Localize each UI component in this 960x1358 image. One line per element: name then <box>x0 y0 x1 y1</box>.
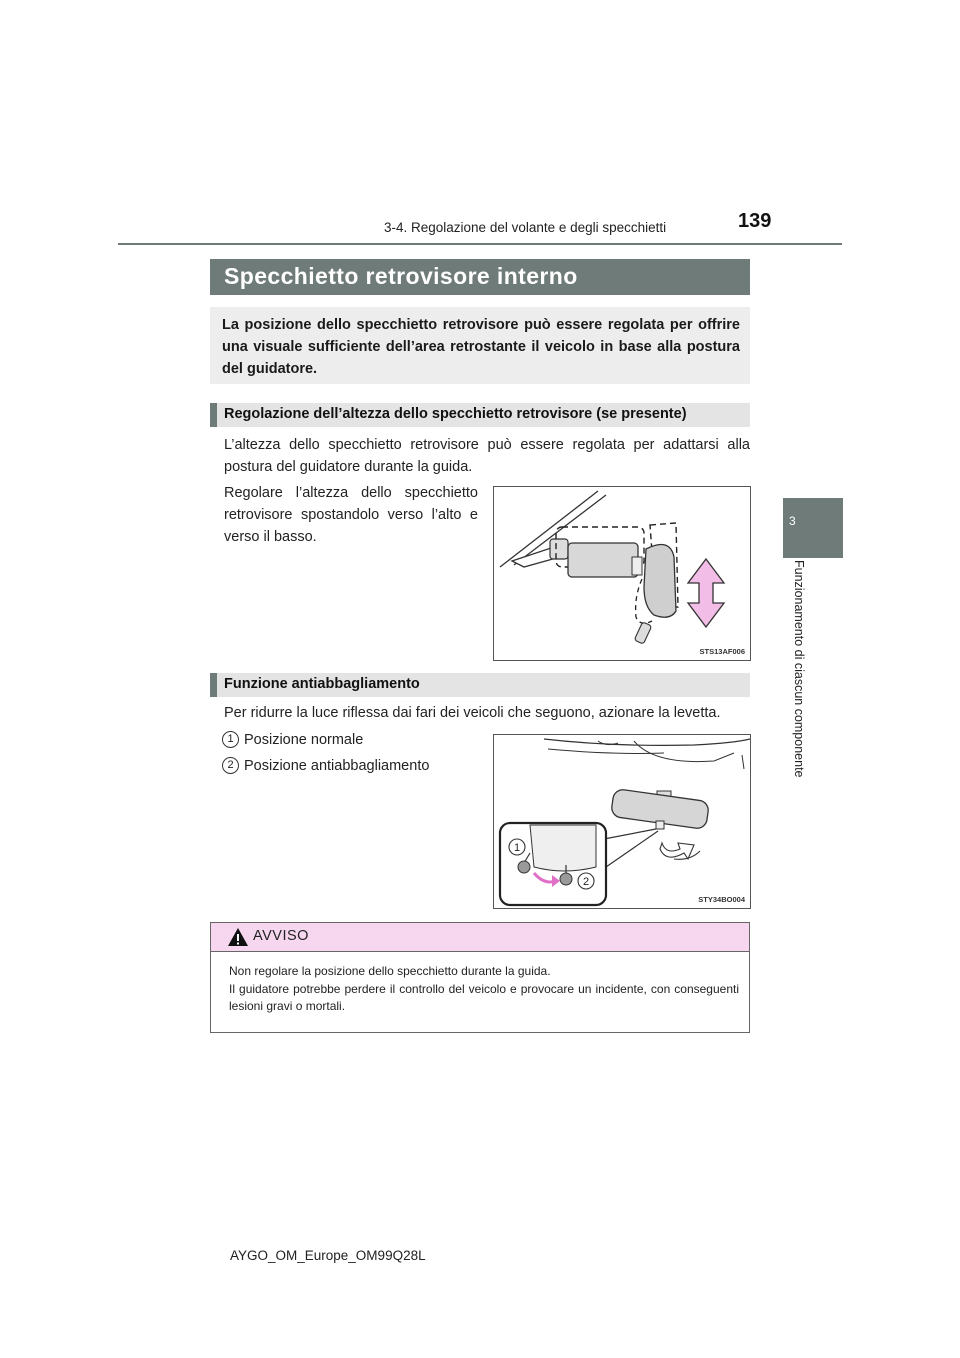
normal-position-label: Posizione normale <box>244 732 364 748</box>
chapter-tab <box>783 498 843 558</box>
callout-1-badge: 1 <box>222 731 239 748</box>
figure-callout-1: 1 <box>513 842 521 854</box>
page-number: 139 <box>738 210 772 232</box>
chapter-label: Funzionamento di ciascun componente <box>792 560 806 778</box>
anti-glare-position-label: Posizione antiabbagliamento <box>244 758 430 774</box>
anti-glare-heading-text: Funzione antiabbagliamento <box>224 676 420 692</box>
page-title: Specchietto retrovisore interno <box>224 263 578 289</box>
section-header: 3-4. Regolazione del volante e degli specchietti <box>384 220 667 235</box>
page-title-bar <box>210 259 750 295</box>
warning-header <box>211 923 749 952</box>
warning-body <box>229 963 739 1016</box>
anti-glare-figure <box>493 734 751 909</box>
warning-box <box>210 922 750 1033</box>
warning-triangle-icon <box>227 927 249 947</box>
figure-code: STY34BO004 <box>698 895 745 904</box>
intro-text: La posizione dello specchietto retrovisore può essere regolata per offrire una visuale sufficiente dell’area retrostante il veicolo in base alla postura del guidatore. <box>222 317 740 377</box>
warning-line-2: Il guidatore potrebbe perdere il controllo del veicolo e provocare un incidente, con conseguenti lesioni gravi o mortali. <box>229 981 739 1013</box>
mirror-height-illustration <box>494 487 750 660</box>
height-adjust-heading <box>210 403 750 427</box>
anti-glare-paragraph: Per ridurre la luce riflessa dai fari dei veicoli che seguono, azionare la levetta. <box>224 705 721 721</box>
anti-glare-illustration <box>494 735 750 908</box>
mirror-height-figure <box>493 486 751 661</box>
figure-code: STS13AF006 <box>699 647 745 656</box>
height-adjust-paragraph: L’altezza dello specchietto retrovisore può essere regolata per adattarsi alla postura del guidatore durante la guida. <box>224 437 750 475</box>
warning-title: AVVISO <box>253 928 309 944</box>
chapter-number: 3 <box>789 514 796 528</box>
document-code-footer: AYGO_OM_Europe_OM99Q28L <box>230 1248 426 1263</box>
figure-callout-2: 2 <box>582 876 590 888</box>
warning-line-1: Non regolare la posizione dello specchietto durante la guida. <box>229 964 551 978</box>
height-adjust-instruction: Regolare l’altezza dello specchietto retrovisore spostandolo verso l’alto e verso il basso. <box>224 485 478 545</box>
header-divider <box>118 243 842 245</box>
intro-box <box>210 307 750 384</box>
anti-glare-heading <box>210 673 750 697</box>
height-adjust-heading-text: Regolazione dell’altezza dello specchietto retrovisore (se presente) <box>224 406 687 422</box>
callout-2-badge: 2 <box>222 757 239 774</box>
